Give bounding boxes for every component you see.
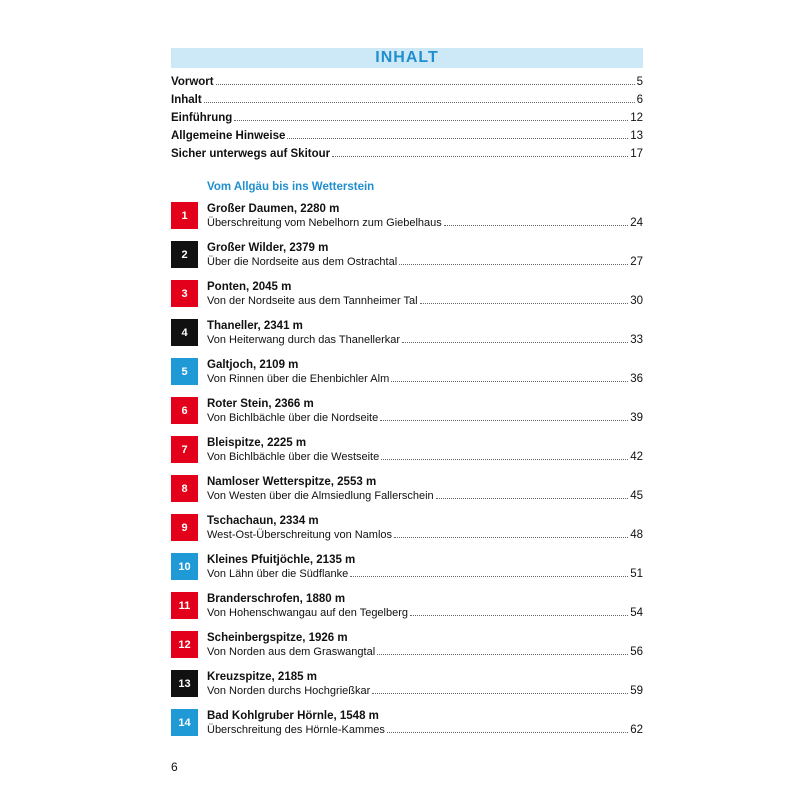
tour-number-badge: 6 — [171, 397, 198, 424]
toc-entry[interactable] — [171, 94, 643, 112]
tour-number-badge: 14 — [171, 709, 198, 736]
tour-page: 33 — [630, 334, 643, 346]
tour-title: Ponten, 2045 m — [207, 281, 292, 293]
tour-number-badge: 10 — [171, 553, 198, 580]
tour-page: 42 — [630, 451, 643, 463]
tour-page: 27 — [630, 256, 643, 268]
tour-entry[interactable] — [171, 670, 643, 709]
tour-entry[interactable] — [171, 592, 643, 631]
tour-description: Von Bichlbächle über die Westseite — [207, 451, 380, 463]
tour-description: Von Lähn über die Südflanke — [207, 568, 349, 580]
tour-page: 45 — [630, 490, 643, 502]
tour-description: Von Hohenschwangau auf den Tegelberg — [207, 607, 409, 619]
leader-dots — [381, 459, 628, 460]
tour-number-badge: 12 — [171, 631, 198, 658]
toc-entry[interactable] — [171, 112, 643, 130]
tour-description: West-Ost-Überschreitung von Namlos — [207, 529, 393, 541]
leader-dots — [436, 498, 629, 499]
leader-dots — [391, 381, 628, 382]
tour-page: 51 — [630, 568, 643, 580]
tour-page: 30 — [630, 295, 643, 307]
section-title: Vom Allgäu bis ins Wetterstein — [207, 181, 375, 193]
tour-title: Galtjoch, 2109 m — [207, 359, 299, 371]
tour-title: Scheinbergspitze, 1926 m — [207, 632, 348, 644]
leader-dots — [332, 156, 628, 157]
tour-title: Kreuzspitze, 2185 m — [207, 671, 317, 683]
toc-entry-page: 6 — [636, 94, 643, 106]
tour-number-badge: 8 — [171, 475, 198, 502]
tour-page: 59 — [630, 685, 643, 697]
tour-number-badge: 9 — [171, 514, 198, 541]
toc-entry-page: 5 — [636, 76, 643, 88]
tour-title: Branderschrofen, 1880 m — [207, 593, 346, 605]
leader-dots — [444, 225, 628, 226]
tour-title: Bleispitze, 2225 m — [207, 437, 307, 449]
tour-title: Großer Wilder, 2379 m — [207, 242, 329, 254]
tour-entry[interactable] — [171, 241, 643, 280]
leader-dots — [204, 102, 635, 103]
tour-title: Roter Stein, 2366 m — [207, 398, 314, 410]
tour-description: Von Norden durchs Hochgrießkar — [207, 685, 371, 697]
tour-description: Von der Nordseite aus dem Tannheimer Tal — [207, 295, 418, 307]
tour-number-badge: 1 — [171, 202, 198, 229]
tour-number-badge: 11 — [171, 592, 198, 619]
tour-entry[interactable] — [171, 397, 643, 436]
leader-dots — [399, 264, 628, 265]
tour-description: Überschreitung vom Nebelhorn zum Giebelhaus — [207, 217, 442, 229]
toc-entry-label: Einführung — [171, 112, 233, 124]
leader-dots — [216, 84, 635, 85]
tour-description: Überschreitung des Hörnle-Kammes — [207, 724, 385, 736]
toc-entry-label: Vorwort — [171, 76, 214, 88]
toc-title: INHALT — [375, 49, 439, 66]
tour-title: Großer Daumen, 2280 m — [207, 203, 340, 215]
tour-entry[interactable] — [171, 358, 643, 397]
tour-entry[interactable] — [171, 436, 643, 475]
tour-page: 24 — [630, 217, 643, 229]
tour-entry[interactable] — [171, 631, 643, 670]
tour-description: Von Norden aus dem Graswangtal — [207, 646, 376, 658]
toc-entry-page: 13 — [630, 130, 643, 142]
leader-dots — [234, 120, 628, 121]
toc-entry-label: Inhalt — [171, 94, 202, 106]
tour-number-badge: 3 — [171, 280, 198, 307]
leader-dots — [410, 615, 628, 616]
tour-entry[interactable] — [171, 475, 643, 514]
tour-page: 36 — [630, 373, 643, 385]
tour-title: Tschachaun, 2334 m — [207, 515, 319, 527]
tour-number-badge: 7 — [171, 436, 198, 463]
toc-entry[interactable] — [171, 148, 643, 166]
tour-description: Von Westen über die Almsiedlung Fallerschein — [207, 490, 434, 502]
tour-entry[interactable] — [171, 553, 643, 592]
leader-dots — [420, 303, 629, 304]
toc-entry-page: 17 — [630, 148, 643, 160]
toc-entry-label: Sicher unterwegs auf Skitour — [171, 148, 331, 160]
tour-number-badge: 2 — [171, 241, 198, 268]
tour-title: Kleines Pfuitjöchle, 2135 m — [207, 554, 356, 566]
front-matter-list — [171, 76, 643, 166]
leader-dots — [377, 654, 628, 655]
tour-page: 48 — [630, 529, 643, 541]
tour-entry[interactable] — [171, 202, 643, 241]
leader-dots — [394, 537, 628, 538]
tour-page: 54 — [630, 607, 643, 619]
tour-description: Über die Nordseite aus dem Ostrachtal — [207, 256, 398, 268]
tour-title: Namloser Wetterspitze, 2553 m — [207, 476, 377, 488]
tour-number-badge: 5 — [171, 358, 198, 385]
tour-page: 39 — [630, 412, 643, 424]
toc-banner — [171, 48, 643, 68]
tour-entry[interactable] — [171, 709, 643, 748]
tour-title: Bad Kohlgruber Hörnle, 1548 m — [207, 710, 379, 722]
tour-list — [171, 202, 643, 748]
tour-entry[interactable] — [171, 319, 643, 358]
tour-entry[interactable] — [171, 514, 643, 553]
toc-entry[interactable] — [171, 76, 643, 94]
tour-description: Von Heiterwang durch das Thanellerkar — [207, 334, 401, 346]
tour-page: 56 — [630, 646, 643, 658]
leader-dots — [350, 576, 628, 577]
tour-number-badge: 13 — [171, 670, 198, 697]
leader-dots — [387, 732, 628, 733]
tour-entry[interactable] — [171, 280, 643, 319]
leader-dots — [372, 693, 628, 694]
toc-entry-page: 12 — [630, 112, 643, 124]
tour-description: Von Bichlbächle über die Nordseite — [207, 412, 379, 424]
leader-dots — [380, 420, 628, 421]
toc-entry-label: Allgemeine Hinweise — [171, 130, 286, 142]
toc-entry[interactable] — [171, 130, 643, 148]
tour-page: 62 — [630, 724, 643, 736]
leader-dots — [287, 138, 628, 139]
page-number: 6 — [171, 760, 178, 774]
tour-description: Von Rinnen über die Ehenbichler Alm — [207, 373, 390, 385]
leader-dots — [402, 342, 628, 343]
tour-title: Thaneller, 2341 m — [207, 320, 303, 332]
tour-number-badge: 4 — [171, 319, 198, 346]
